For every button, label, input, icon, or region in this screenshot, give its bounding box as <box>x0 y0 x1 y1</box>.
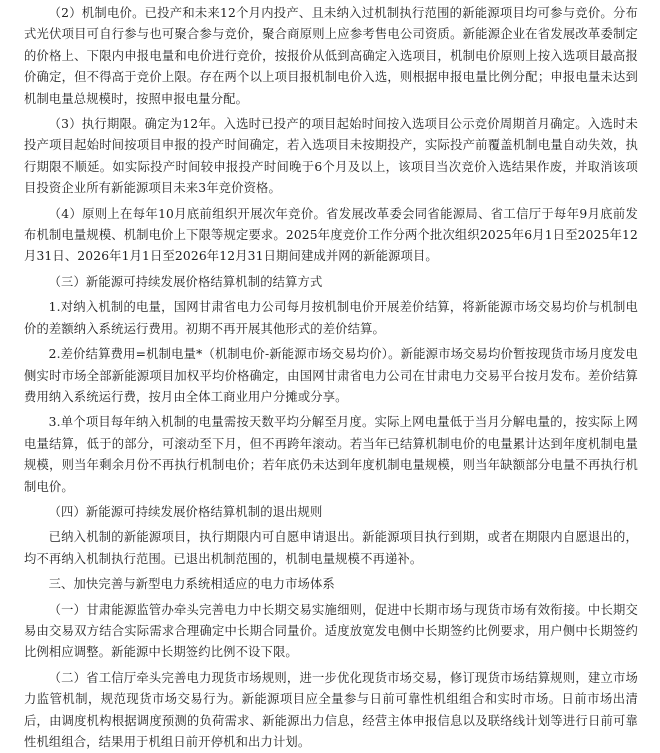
section-heading-market-system: 三、加快完善与新型电力系统相适应的电力市场体系 <box>48 577 335 592</box>
paragraph-settlement-3: 3.单个项目每年纳入机制的电量需按天数平均分解至月度。实际上网电量低于当月分解电量的，按实际上网电量结算，低于的部分，可滚动至下月，但不再跨年滚动。若当年已结算机制电价的电量累计达到年度机制电量规模，则当年剩余月份不再执行机制电价；若年底仍未达到年度机制电量规模，则当年缺额部分电量不再执行机制电价。 <box>24 415 638 494</box>
section-heading-exit-rules: （四）新能源可持续发展价格结算机制的退出规则 <box>48 504 323 519</box>
paragraph-settlement-2: 2.差价结算费用=机制电量*（机制电价-新能源市场交易均价）。新能源市场交易均价暂按现货市场月度发电侧实时市场全部新能源项目加权平均价格确定，由国网甘肃省电力公司在甘肃电力交易平台按月发布。差价结算费用纳入系统运行费，按月由全体工商业用户分摊或分享。 <box>24 347 638 404</box>
document-body <box>0 3 660 753</box>
paragraph-execution-period: （3）执行期限。确定为12年。入选时已投产的项目起始时间按入选项目公示竞价周期首月确定。入选时未投产项目起始时间按项目申报的投产时间确定，若入选项目未按期投产，实际投产前覆盖机制电量自动失效，执行期限不顺延。如实际投产时间较申报投产时间晚于6个月及以上，该项目当次竞价入选结果作废，并取消该项目投资企业所有新能源项目未来3年竞价资格。 <box>24 117 638 196</box>
paragraph-annual-bidding: （4）原则上在每年10月底前组织开展次年竞价。省发展改革委会同省能源局、省工信厅于每年9月底前发布机制电量规模、机制电价上下限等规定要求。2025年度竞价工作分两个批次组织2025年6月1日至2025年12月31日、2026年1月1日至2026年12月31日期间建成并网的新能源项目。 <box>24 206 638 264</box>
paragraph-spot-market: （二）省工信厅牵头完善电力现货市场规则，进一步优化现货市场交易，修订现货市场结算规则，建立市场力监管机制，规范现货市场交易行为。新能源项目应全量参与日前可靠性机组组合和实时市场。日前市场出清后，由调度机构根据调度预测的负荷需求、新能源出力信息，经营主体申报信息以及联络线计划等进行日前可靠性机组组合，结果用于机组日前开停机和出力计划。 <box>24 670 638 749</box>
paragraph-medium-long-term: （一）甘肃能源监管办牵头完善电力中长期交易实施细则，促进中长期市场与现货市场有效衔接。中长期交易由交易双方结合实际需求合理确定中长期合同量价。适度放宽发电侧中长期签约比例要求，用户侧中长期签约比例相应调整。新能源中长期签约比例不设下限。 <box>24 602 638 660</box>
section-heading-settlement-method: （三）新能源可持续发展价格结算机制的结算方式 <box>48 274 323 289</box>
paragraph-settlement-1: 1.对纳入机制的电量，国网甘肃省电力公司每月按机制电价开展差价结算，将新能源市场交易均价与机制电价的差额纳入系统运行费用。初期不再开展其他形式的差价结算。 <box>24 300 638 336</box>
paragraph-exit-rules: 已纳入机制的新能源项目，执行期限内可自愿申请退出。新能源项目执行到期，或者在期限内自愿退出的，均不再纳入机制执行范围。已退出机制范围的，机制电量规模不再递补。 <box>24 530 638 566</box>
paragraph-mechanism-price: （2）机制电价。已投产和未来12个月内投产、且未纳入过机制执行范围的新能源项目均可参与竞价。分布式光伏项目可自行参与也可聚合参与竞价，聚合商原则上应参考售电公司资质。新能源企业在省发展改革委制定的价格上、下限内申报电量和电价进行竞价，按报价从低到高确定入选项目，机制电价原则上按入选项目最高报价确定，但不得高于竞价上限。存在两个以上项目报机制电价入选，则根据申报电量比例分配；申报电量未达到机制电量总规模时，按照申报电量分配。 <box>24 6 638 106</box>
